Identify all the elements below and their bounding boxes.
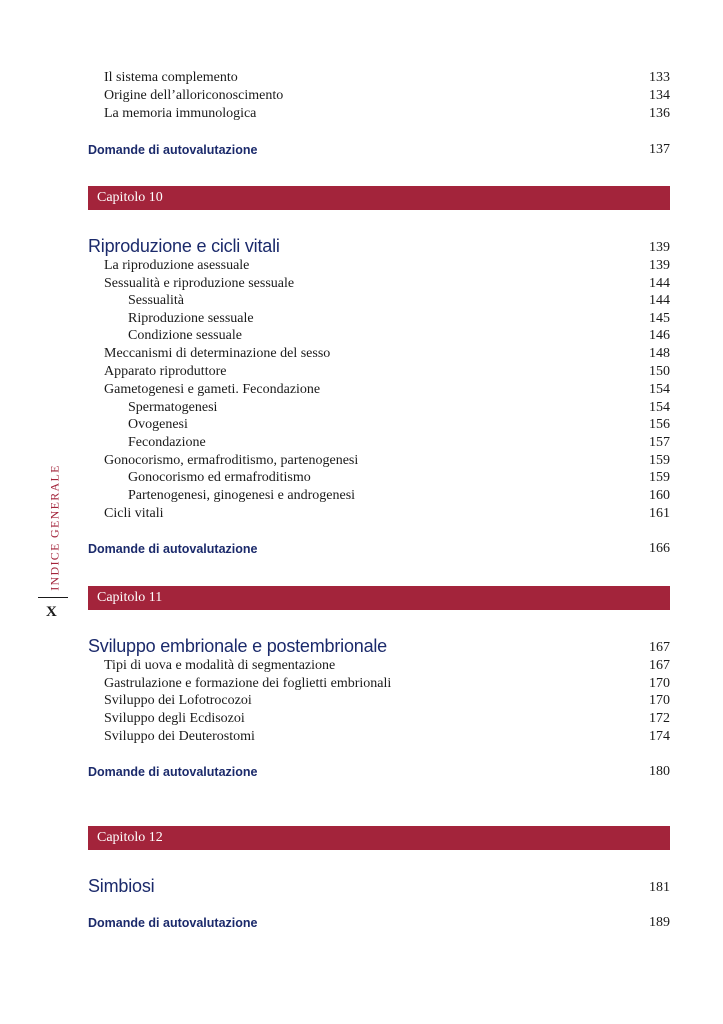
toc-domande[interactable]: Domande di autovalutazione 166 xyxy=(88,541,670,556)
toc-domande[interactable]: Domande di autovalutazione 180 xyxy=(88,764,670,779)
toc-subentry[interactable]: Gonocorismo ed ermafroditismo 159 xyxy=(128,470,670,485)
toc-entry[interactable]: Apparato riproduttore 150 xyxy=(104,364,670,379)
toc-entry[interactable]: Sessualità e riproduzione sessuale 144 xyxy=(104,276,670,291)
side-divider xyxy=(38,597,68,598)
toc-entry[interactable]: Gametogenesi e gameti. Fecondazione 154 xyxy=(104,382,670,397)
toc-entry[interactable]: Tipi di uova e modalità di segmentazione 167 xyxy=(104,658,670,673)
chapter-bar-11: Capitolo 11 xyxy=(88,586,670,610)
toc-entry[interactable]: La riproduzione asessuale 139 xyxy=(104,258,670,273)
toc-domande[interactable]: Domande di autovalutazione 189 xyxy=(88,915,670,930)
toc-subentry[interactable]: Partenogenesi, ginogenesi e androgenesi 160 xyxy=(128,488,670,503)
chapter-bar-10: Capitolo 10 xyxy=(88,186,670,210)
chapter-bar-12: Capitolo 12 xyxy=(88,826,670,850)
chapter-title-10[interactable]: Riproduzione e cicli vitali 139 xyxy=(88,236,670,256)
toc-subentry[interactable]: Condizione sessuale 146 xyxy=(128,328,670,343)
toc-domande[interactable]: Domande di autovalutazione 137 xyxy=(88,142,670,157)
page-number: X xyxy=(46,604,57,620)
toc-entry[interactable]: Sviluppo degli Ecdisozoi 172 xyxy=(104,711,670,726)
section-side-label: INDICE GENERALE xyxy=(47,464,62,591)
toc-entry[interactable]: Meccanismi di determinazione del sesso 148 xyxy=(104,346,670,361)
chapter-title-12[interactable]: Simbiosi 181 xyxy=(88,876,670,896)
toc-subentry[interactable]: Ovogenesi 156 xyxy=(128,417,670,432)
toc-entry[interactable]: Gastrulazione e formazione dei foglietti embrionali 170 xyxy=(104,676,670,691)
toc-entry[interactable]: La memoria immunologica 136 xyxy=(104,106,670,121)
toc-entry[interactable]: Sviluppo dei Deuterostomi 174 xyxy=(104,729,670,744)
toc-subentry[interactable]: Spermatogenesi 154 xyxy=(128,400,670,415)
toc-subentry[interactable]: Sessualità 144 xyxy=(128,293,670,308)
toc-subentry[interactable]: Riproduzione sessuale 145 xyxy=(128,311,670,326)
toc-entry[interactable]: Sviluppo dei Lofotrocozoi 170 xyxy=(104,693,670,708)
toc-subentry[interactable]: Fecondazione 157 xyxy=(128,435,670,450)
toc-entry[interactable]: Origine dell’alloriconoscimento 134 xyxy=(104,88,670,103)
toc-entry[interactable]: Gonocorismo, ermafroditismo, partenogenesi 159 xyxy=(104,453,670,468)
toc-entry[interactable]: Cicli vitali 161 xyxy=(104,506,670,521)
toc-entry[interactable]: Il sistema complemento 133 xyxy=(104,70,670,85)
chapter-title-11[interactable]: Sviluppo embrionale e postembrionale 167 xyxy=(88,636,670,656)
